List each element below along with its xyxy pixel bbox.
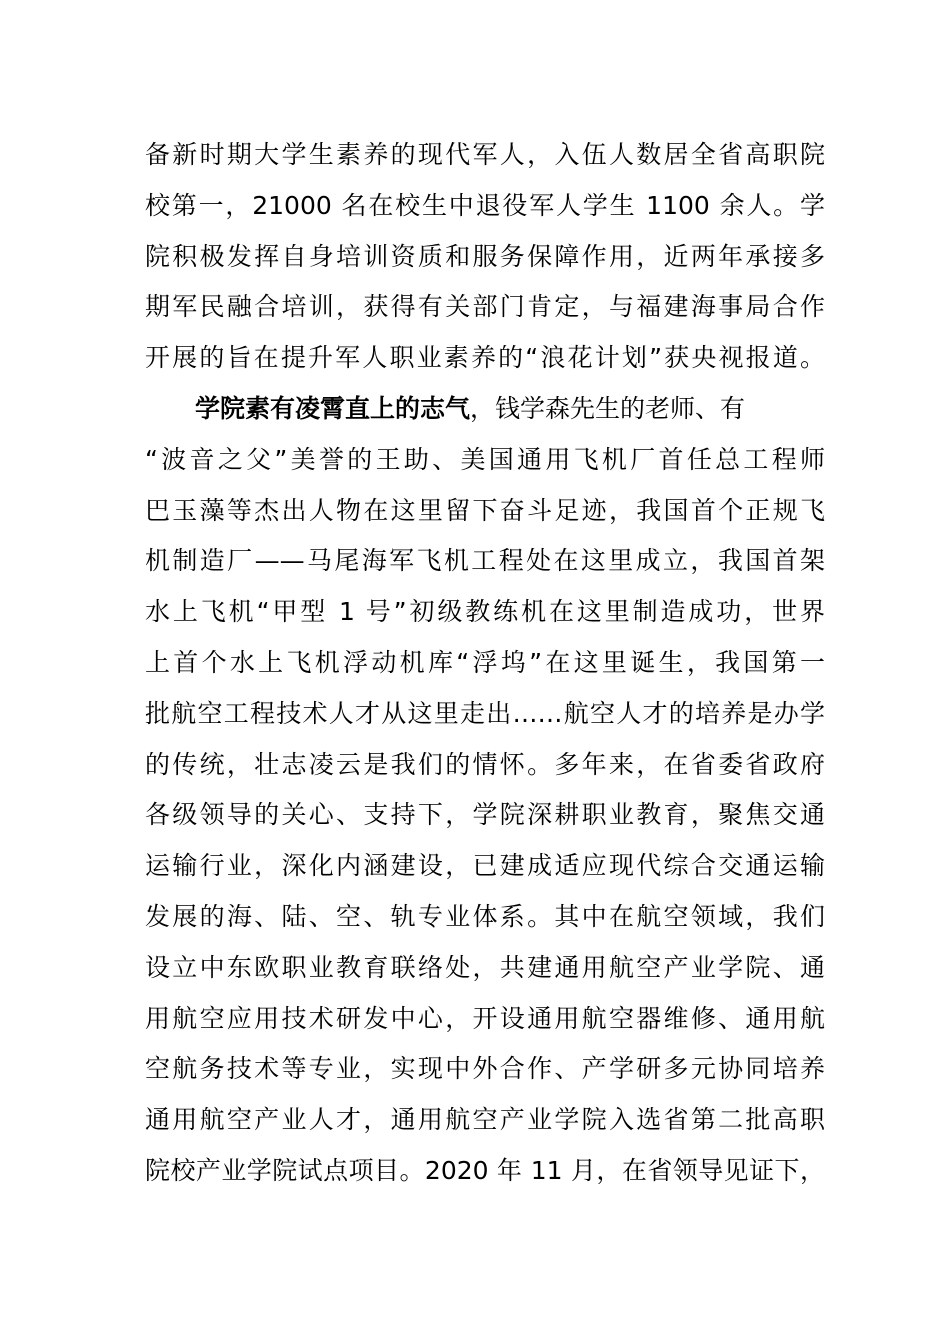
paragraph-2-line: 的传统，壮志凌云是我们的情怀。多年来，在省委省政府 (145, 749, 825, 779)
paragraph-2-line: 上首个水上飞机浮动机库“浮坞”在这里诞生，我国第一 (145, 647, 825, 677)
body-text (145, 130, 825, 1197)
paragraph-2-line: 批航空工程技术人才从这里走出……航空人才的培养是办学 (145, 698, 825, 728)
paragraph-2-first-line (145, 384, 825, 435)
paragraph-2-line: 运输行业，深化内涵建设，已建成适应现代综合交通运输 (145, 851, 825, 881)
paragraph-2-line: 用航空应用技术研发中心，开设通用航空器维修、通用航 (145, 1003, 825, 1033)
paragraph-2-lead-bold: 学院素有凌霄直上的志气 (195, 393, 471, 423)
paragraph-1-line: 期军民融合培训，获得有关部门肯定，与福建海事局合作 (145, 292, 825, 322)
paragraph-2-line: 空航务技术等专业，实现中外合作、产学研多元协同培养 (145, 1054, 825, 1084)
paragraph-1-line: 备新时期大学生素养的现代军人，入伍人数居全省高职院 (145, 140, 825, 169)
paragraph-2-line: 各级领导的关心、支持下，学院深耕职业教育，聚焦交通 (145, 800, 825, 830)
paragraph-1-line: 开展的旨在提升军人职业素养的“浪花计划”获央视报道。 (145, 343, 825, 373)
paragraph-2-line: 发展的海、陆、空、轨专业体系。其中在航空领域，我们 (145, 901, 825, 931)
paragraph-2-line: 设立中东欧职业教育联络处，共建通用航空产业学院、通 (145, 952, 825, 982)
paragraph-2-line: 通用航空产业人才，通用航空产业学院入选省第二批高职 (145, 1105, 825, 1135)
paragraph-1-line: 校第一，21000 名在校生中退役军人学生 1100 余人。学 (145, 190, 825, 220)
paragraph-2-line: 院校产业学院试点项目。2020 年 11 月，在省领导见证下， (145, 1155, 825, 1185)
paragraph-2-line: “波音之父”美誉的王助、美国通用飞机厂首任总工程师 (145, 444, 825, 474)
paragraph-2-line: 水上飞机“甲型 1 号”初级教练机在这里制造成功，世界 (145, 597, 825, 627)
paragraph-2-line: 巴玉藻等杰出人物在这里留下奋斗足迹，我国首个正规飞 (145, 495, 825, 525)
paragraph-2-lead-rest: ，钱学森先生的老师、有 (470, 393, 746, 423)
paragraph-1-line: 院积极发挥自身培训资质和服务保障作用，近两年承接多 (145, 241, 825, 271)
paragraph-2-line: 机制造厂——马尾海军飞机工程处在这里成立，我国首架 (145, 546, 825, 576)
